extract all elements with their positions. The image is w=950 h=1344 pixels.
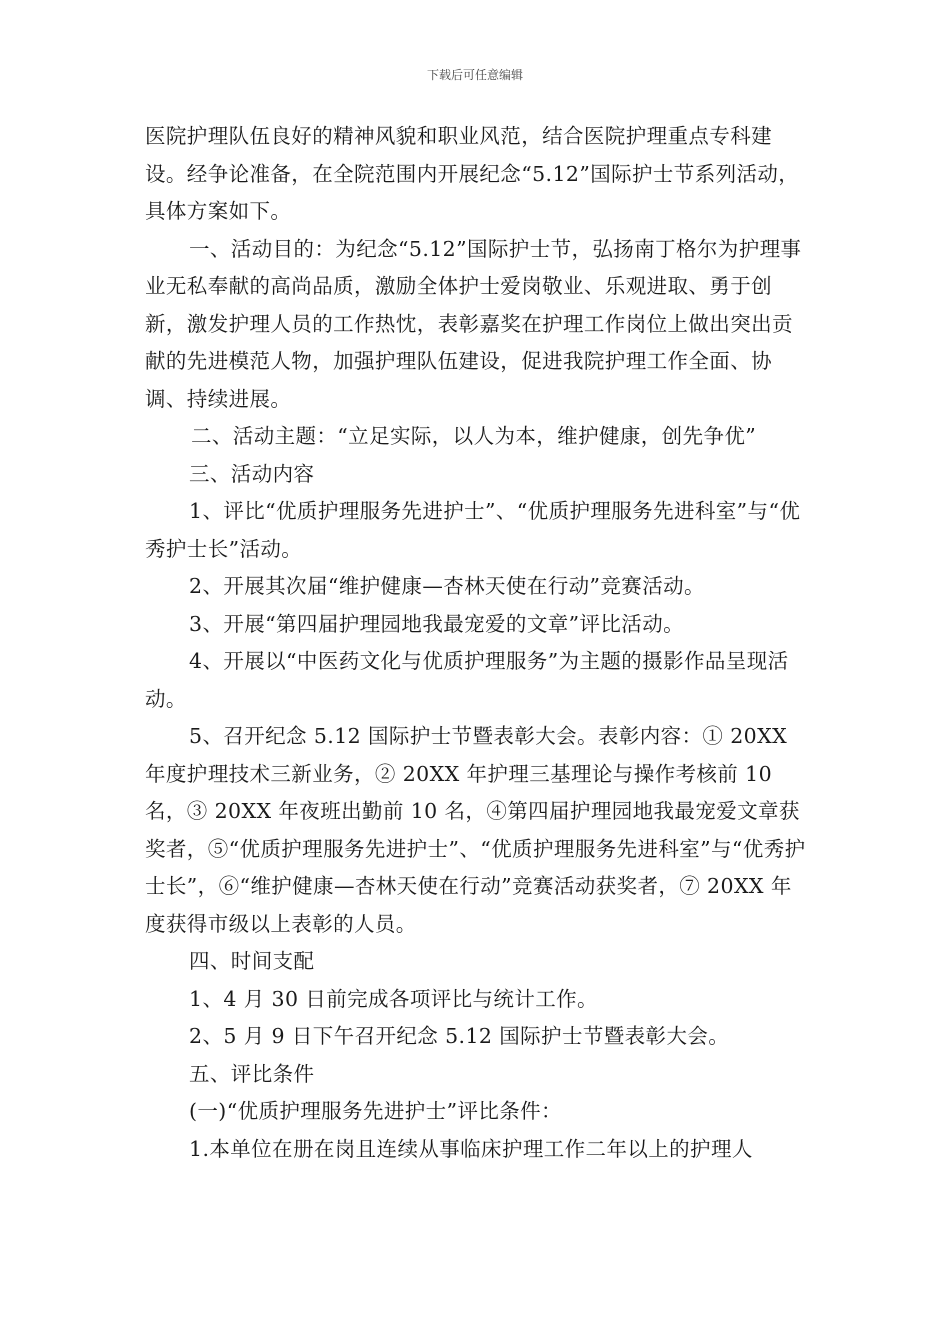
page-header: 下载后可任意编辑 [426,68,523,82]
schedule-item-2: 2、5 月 9 日下午召开纪念 5.12 国际护士节暨表彰大会。 [189,1024,730,1048]
list-item-2: 2、开展其次届“维护健康—杏林天使在行动”竞赛活动。 [189,574,705,598]
list-item-5: 5、召开纪念 5.12 国际护士节暨表彰大会。表彰内容：① 20XX 年度护理技术三新业务，② 20XX 年护理三基理论与操作考核前 10 名，③ 20XX 年夜班出勤前 10 名，④第四届护理园地我最宠爱文章获奖者，⑤“优质护理服务先进护士”、“优质护理服务先进科室”与“优秀护士长”，⑥“维护健康—杏林天使在行动”竞赛活动获奖者，⑦ 20XX 年度获得市级以上表彰的人员。 [145,724,806,936]
heading-criteria: 五、评比条件 [189,1061,315,1086]
list-item-3: 3、开展“第四届护理园地我最宠爱的文章”评比活动。 [189,611,685,636]
document-body [145,118,809,1168]
list-item-1: 1、评比“优质护理服务先进护士”、“优质护理服务先进科室”与“优秀护士长”活动。 [145,499,801,561]
criteria-item-1: 1.本单位在册在岗且连续从事临床护理工作二年以上的护理人 [189,1136,753,1161]
schedule-item-1: 1、4 月 30 日前完成各项评比与统计工作。 [189,986,598,1011]
paragraph-theme: 二、活动主题：“立足实际，以人为本，维护健康，创先争优” [191,424,757,448]
paragraph-intro: 医院护理队伍良好的精神风貌和职业风范，结合医院护理重点专科建设。经争论准备，在全院范围内开展纪念“5.12”国际护士节系列活动，具体方案如下。 [145,124,800,223]
list-item-4: 4、开展以“中医药文化与优质护理服务”为主题的摄影作品呈现活动。 [145,649,789,711]
subheading-criteria-1: (一)“优质护理服务先进护士”评比条件： [189,1099,562,1123]
heading-schedule: 四、时间支配 [189,949,315,973]
heading-activity-content: 三、活动内容 [189,461,315,486]
paragraph-purpose: 一、活动目的：为纪念“5.12”国际护士节，弘扬南丁格尔为护理事业无私奉献的高尚品质，激励全体护士爱岗敬业、乐观进取、勇于创新，激发护理人员的工作热忱，表彰嘉奖在护理工作岗位上做出突出贡献的先进模范人物，加强护理队伍建设，促进我院护理工作全面、协调、持续进展。 [145,236,802,411]
